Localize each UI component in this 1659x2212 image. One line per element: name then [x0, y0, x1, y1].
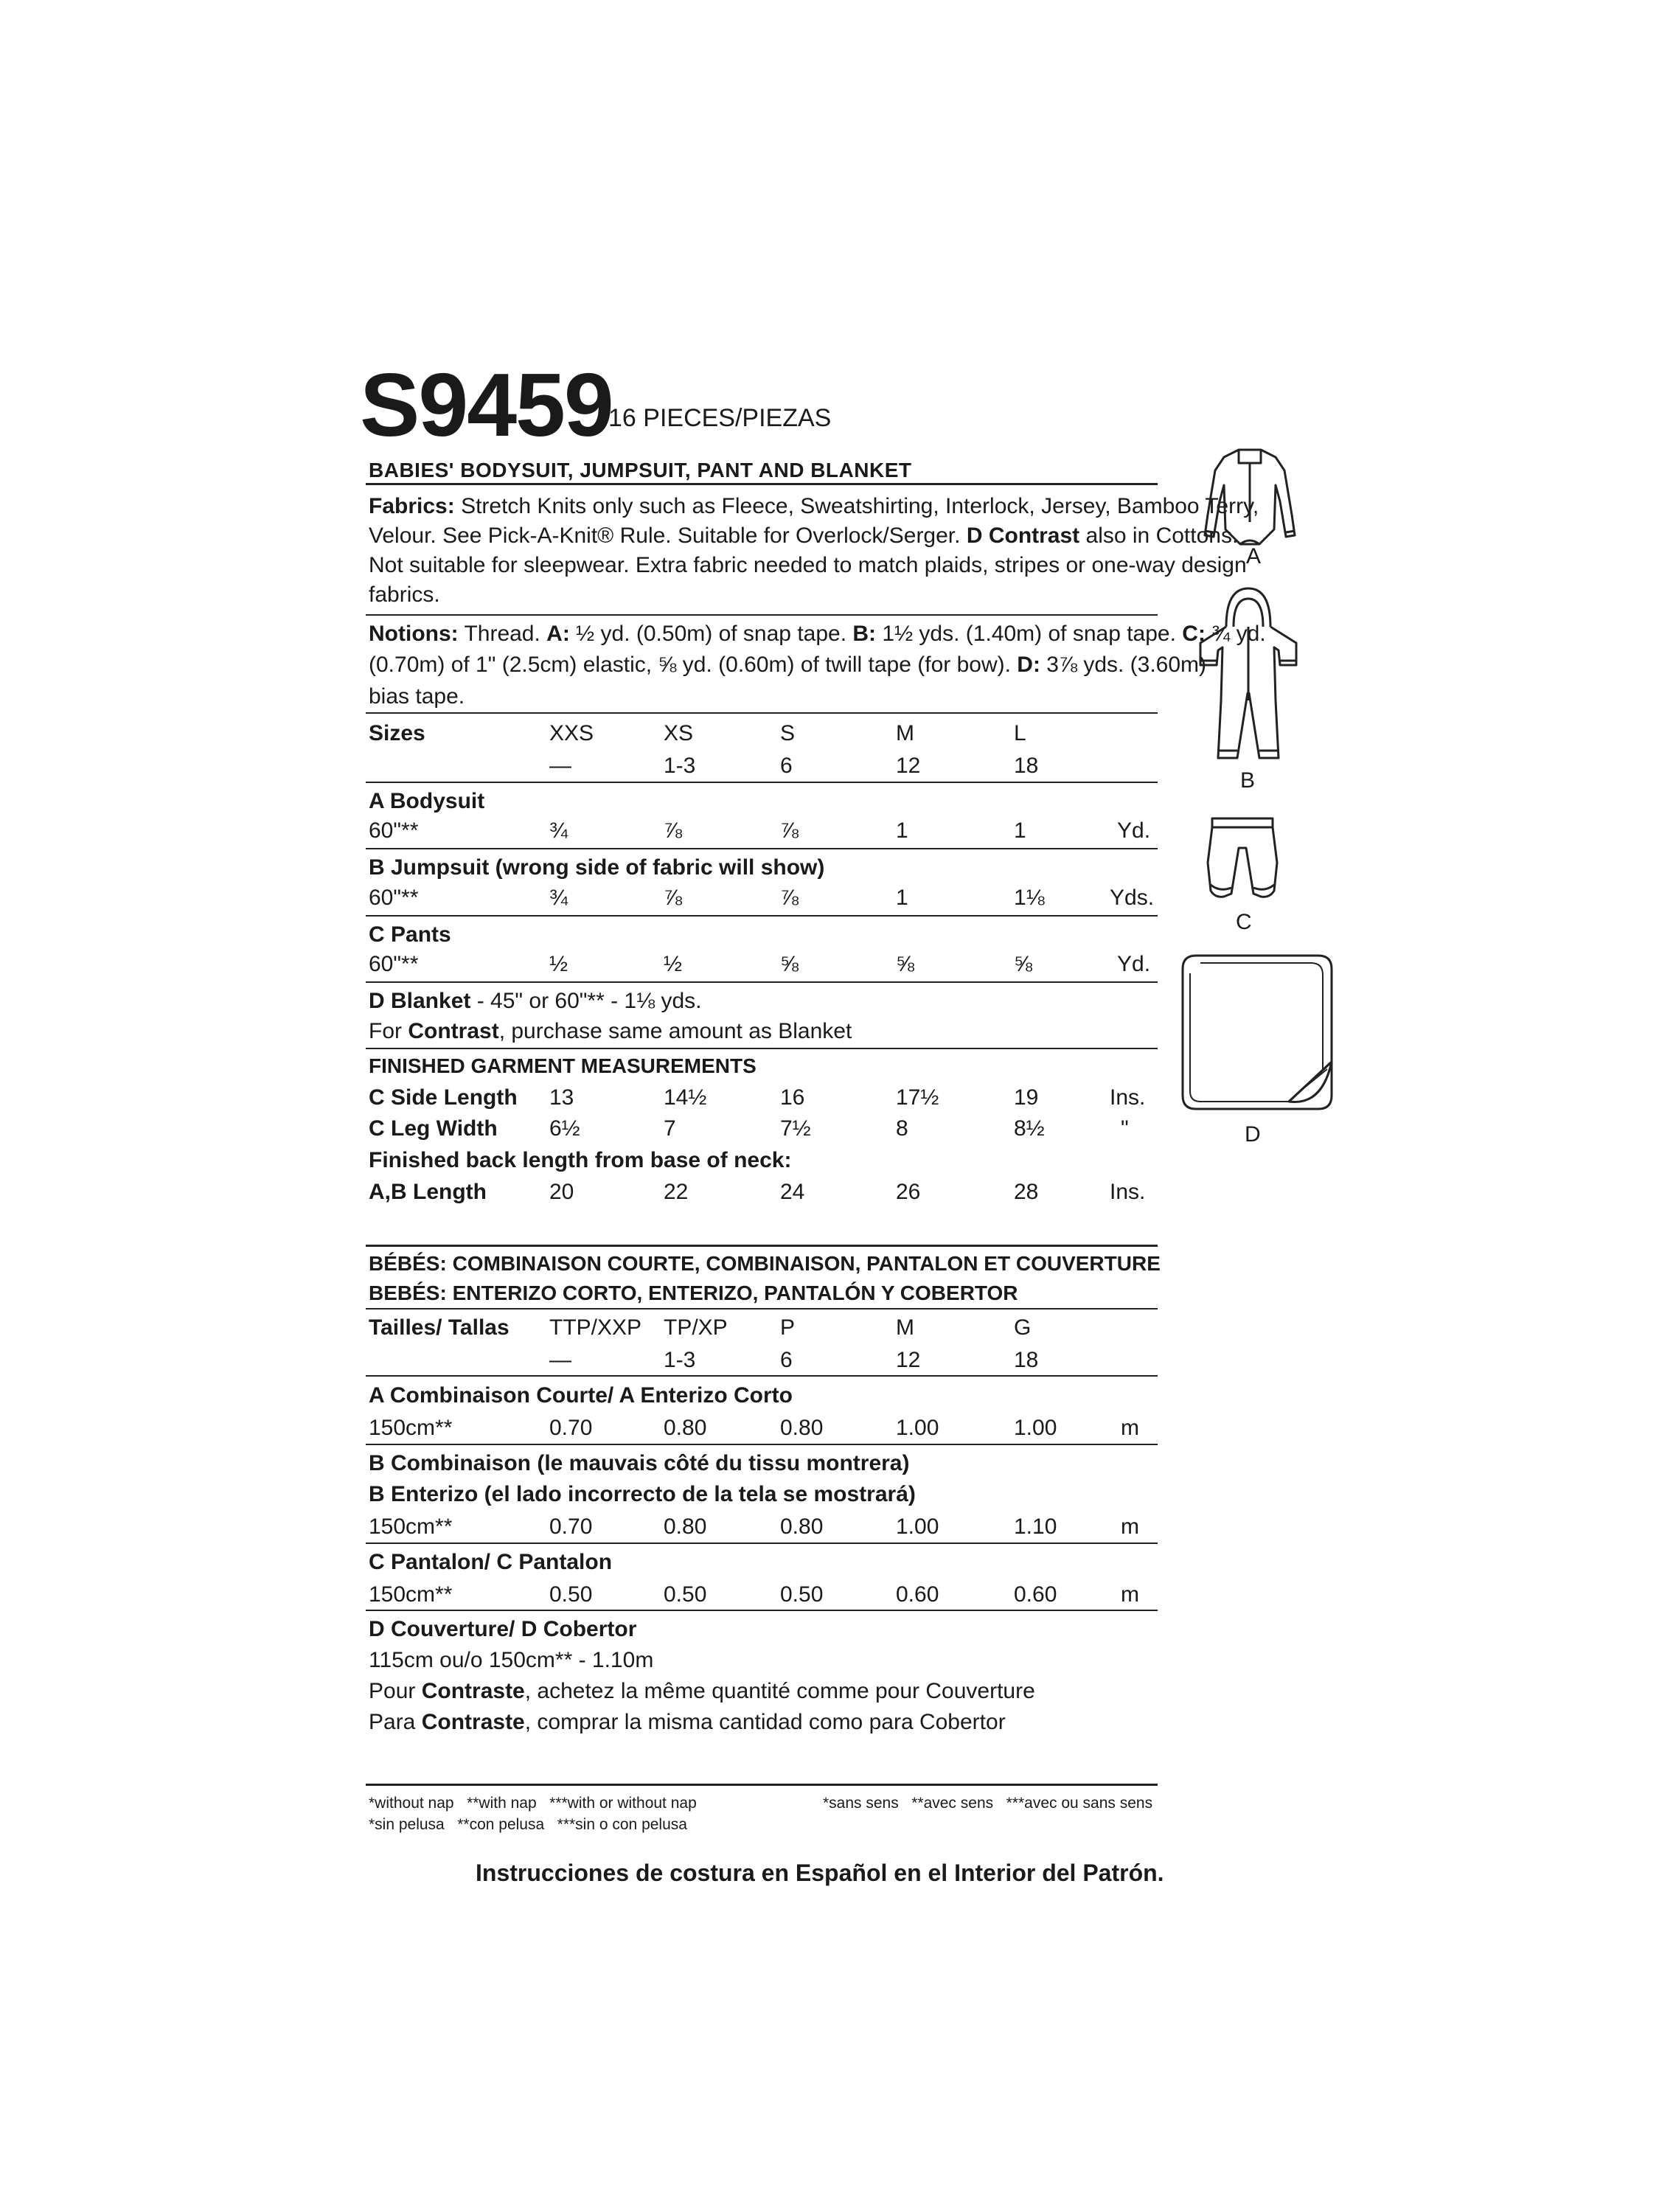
size-col: M [896, 721, 914, 745]
notions-line-2 [369, 654, 1206, 676]
measure-value: 22 [664, 1180, 689, 1204]
pattern-number: S9459 [360, 355, 613, 455]
measure-label: C Leg Width [369, 1116, 498, 1141]
row-fabric: 150cm** [369, 1416, 453, 1440]
contrast-fr-bold: Contraste [421, 1679, 525, 1703]
blanket-label: D Blanket [369, 989, 471, 1013]
fabrics-line-2 [369, 525, 1238, 547]
garment-title: BABIES' BODYSUIT, JUMPSUIT, PANT AND BLANKET [369, 459, 912, 481]
notions-c: C: [1182, 622, 1206, 646]
footnote-rule [366, 1784, 1158, 1786]
piece-count: 16 PIECES/PIEZAS [608, 404, 832, 432]
row-value: 1 [1014, 818, 1026, 843]
size-col: XXS [549, 721, 594, 745]
contrast-fr-text: , achetez la même quantité comme pour Couverture [524, 1679, 1035, 1703]
row-value: 0.80 [664, 1416, 707, 1440]
size-col: TP/XP [664, 1315, 728, 1340]
measure-value: 26 [896, 1180, 921, 1204]
blanket-line [369, 990, 702, 1012]
size-col: M [896, 1315, 914, 1340]
measure-value: 14½ [664, 1085, 707, 1110]
fabrics-text-2a: Velour. See Pick-A-Knit® Rule. Suitable for Overlock/Serger. [369, 524, 961, 548]
measure-label: C Side Length [369, 1085, 518, 1110]
age-col: 18 [1014, 754, 1039, 778]
measure-value: 7 [664, 1116, 676, 1141]
row-fabric: 60"** [369, 818, 419, 843]
fabrics-rule [366, 614, 1158, 616]
measure-value: 8½ [1014, 1116, 1045, 1141]
row-rule [366, 1543, 1158, 1544]
age-col: — [549, 1348, 571, 1372]
fabrics-text-1: Stretch Knits only such as Fleece, Sweatshirting, Interlock, Jersey, Bamboo Terry, [461, 494, 1259, 518]
row-value: ¾ [549, 818, 568, 843]
notions-a-text: ½ yd. (0.50m) of snap tape. [576, 622, 847, 646]
size-col: P [780, 1315, 796, 1340]
row-fabric: 60"** [369, 886, 419, 910]
age-col: 1-3 [664, 754, 696, 778]
row-fabric: 150cm** [369, 1514, 453, 1539]
age-col: — [549, 754, 571, 778]
fabrics-text-2c: also in Cottons. [1085, 524, 1239, 548]
title-fr: BÉBÉS: COMBINAISON COURTE, COMBINAISON, PANTALON ET COUVERTURE [369, 1252, 1161, 1275]
row-value: ¾ [549, 886, 568, 910]
sizes-rule [366, 782, 1158, 783]
fabrics-line-4: fabrics. [369, 582, 440, 607]
blanket-figure [1178, 951, 1337, 1117]
age-col: 1-3 [664, 1348, 696, 1372]
row-value: 0.80 [780, 1514, 824, 1539]
notions-line-3: bias tape. [369, 684, 465, 709]
measure-value: 24 [780, 1180, 805, 1204]
figure-d-label: D [1245, 1122, 1261, 1147]
row-value: ½ [549, 952, 568, 976]
row-rule [366, 1048, 1158, 1049]
footnote-es: *sin pelusa **con pelusa ***sin o con pelusa [369, 1816, 687, 1833]
figure-b-label: B [1240, 768, 1256, 793]
contrast-es-text: Para [369, 1710, 416, 1734]
pants-figure [1202, 811, 1283, 907]
size-col: L [1014, 721, 1026, 745]
measure-unit: Ins. [1110, 1180, 1146, 1204]
row-value: 0.80 [780, 1416, 824, 1440]
row-unit: Yd. [1117, 952, 1151, 976]
row-fabric: 60"** [369, 952, 419, 976]
figure-a-label: A [1246, 544, 1262, 568]
row-unit: m [1121, 1582, 1139, 1607]
contrast-es-line [369, 1711, 1006, 1733]
title-rule [366, 483, 1158, 485]
section-rule [366, 1245, 1158, 1247]
row-fabric: 150cm** [369, 1582, 453, 1607]
measure-value: 17½ [896, 1085, 939, 1110]
row-value: 0.60 [896, 1582, 939, 1607]
measure-unit: " [1121, 1116, 1129, 1141]
row-value: ⅝ [780, 952, 799, 976]
measure-value: 20 [549, 1180, 574, 1204]
size-col: G [1014, 1315, 1032, 1340]
notions-rule [366, 712, 1158, 714]
notions-d-text: 3⅞ yds. (3.60m) [1046, 653, 1207, 677]
sizes-rule [366, 1375, 1158, 1377]
row-label-b-es: B Enterizo (el lado incorrecto de la tela se mostrará) [369, 1482, 916, 1506]
spanish-instructions-note: Instrucciones de costura en Español en el Interior del Patrón. [476, 1860, 1164, 1886]
age-col: 6 [780, 1348, 793, 1372]
fabrics-line-3: Not suitable for sleepwear. Extra fabric needed to match plaids, stripes or one-way design [369, 553, 1247, 577]
notions-c-text-2: (0.70m) of 1" (2.5cm) elastic, ⅝ yd. (0.60m) of twill tape (for bow). [369, 653, 1011, 677]
contrast-text: , purchase same amount as Blanket [498, 1019, 852, 1043]
measure-value: 16 [780, 1085, 805, 1110]
row-rule [366, 848, 1158, 849]
row-label-b: B Jumpsuit (wrong side of fabric will show) [369, 855, 825, 880]
row-label-d-fr: D Couverture/ D Cobertor [369, 1617, 637, 1641]
measure-value: 8 [896, 1116, 908, 1141]
row-value: 1 [896, 818, 908, 843]
fabrics-contrast: D Contrast [966, 524, 1080, 548]
measure-value: 6½ [549, 1116, 580, 1141]
row-value: 0.80 [664, 1514, 707, 1539]
row-value: ⅝ [896, 952, 915, 976]
row-value: ⅞ [664, 886, 683, 910]
row-value: 0.70 [549, 1514, 593, 1539]
notions-line-1 [369, 623, 1266, 645]
contrast-fr-line [369, 1680, 1035, 1703]
row-label-b-fr: B Combinaison (le mauvais côté du tissu montrera) [369, 1451, 910, 1475]
row-value: ⅞ [664, 818, 683, 843]
row-rule [366, 915, 1158, 917]
contrast-fr-text: Pour [369, 1679, 416, 1703]
row-label-a-fr: A Combinaison Courte/ A Enterizo Corto [369, 1383, 793, 1408]
finished-title: FINISHED GARMENT MEASUREMENTS [369, 1054, 757, 1077]
notions-b-text: 1½ yds. (1.40m) of snap tape. [882, 622, 1176, 646]
contrast-text: For [369, 1019, 402, 1043]
measure-value: 13 [549, 1085, 574, 1110]
figure-c-label: C [1236, 910, 1252, 934]
row-value: ⅞ [780, 818, 799, 843]
title-rule [366, 1308, 1158, 1310]
size-col: S [780, 721, 796, 745]
notions-a: A: [546, 622, 570, 646]
measure-unit: Ins. [1110, 1085, 1146, 1110]
footnote-en: *without nap **with nap ***with or without nap [369, 1795, 697, 1812]
fabrics-line-1 [369, 495, 1259, 518]
bodysuit-figure [1194, 441, 1305, 552]
notions-d: D: [1017, 653, 1040, 677]
contrast-es-bold: Contraste [421, 1710, 525, 1734]
row-value: ⅞ [780, 886, 799, 910]
row-rule [366, 981, 1158, 983]
contrast-bold: Contrast [408, 1019, 499, 1043]
measure-value: 28 [1014, 1180, 1039, 1204]
sizes-label: Sizes [369, 721, 425, 745]
row-rule [366, 1444, 1158, 1445]
row-rule [366, 1610, 1158, 1611]
contrast-line [369, 1020, 852, 1043]
row-value: 0.70 [549, 1416, 593, 1440]
age-col: 12 [896, 754, 921, 778]
notions-b: B: [852, 622, 877, 646]
age-col: 12 [896, 1348, 921, 1372]
row-value: 1.10 [1014, 1514, 1057, 1539]
row-label-c-fr: C Pantalon/ C Pantalon [369, 1550, 613, 1574]
row-value: 1.00 [1014, 1416, 1057, 1440]
contrast-es-text: , comprar la misma cantidad como para Cobertor [524, 1710, 1006, 1734]
back-length-label: Finished back length from base of neck: [369, 1148, 792, 1172]
measure-value: 7½ [780, 1116, 811, 1141]
age-col: 6 [780, 754, 793, 778]
row-unit: Yds. [1110, 886, 1155, 910]
blanket-text: - 45" or 60"** - 1⅛ yds. [476, 989, 702, 1013]
row-value: 0.60 [1014, 1582, 1057, 1607]
notions-text: Thread. [464, 622, 540, 646]
row-label-c: C Pants [369, 922, 451, 947]
row-value: 0.50 [549, 1582, 593, 1607]
jumpsuit-figure [1193, 582, 1304, 767]
row-value: 1.00 [896, 1416, 939, 1440]
measure-value: 19 [1014, 1085, 1039, 1110]
age-col: 18 [1014, 1348, 1039, 1372]
row-value: 0.50 [780, 1582, 824, 1607]
row-unit: Yd. [1117, 818, 1151, 843]
row-unit: m [1121, 1416, 1139, 1440]
row-value: ½ [664, 952, 683, 976]
row-value: 0.50 [664, 1582, 707, 1607]
notions-label: Notions: [369, 622, 459, 646]
row-value: 1⅛ [1014, 886, 1045, 910]
size-col: TTP/XXP [549, 1315, 642, 1340]
row-value: 1 [896, 886, 908, 910]
row-label-a: A Bodysuit [369, 789, 485, 813]
notions-c-text: ¾ yd. [1211, 622, 1266, 646]
size-col: XS [664, 721, 694, 745]
row-value: 1.00 [896, 1514, 939, 1539]
fabrics-label: Fabrics: [369, 494, 455, 518]
tallas-label: Tailles/ Tallas [369, 1315, 509, 1340]
row-unit: m [1121, 1514, 1139, 1539]
row-value: ⅝ [1014, 952, 1033, 976]
footnote-fr: *sans sens **avec sens ***avec ou sans sens [823, 1795, 1153, 1812]
title-es: BEBÉS: ENTERIZO CORTO, ENTERIZO, PANTALÓN Y COBERTOR [369, 1281, 1018, 1304]
row-d-text: 115cm ou/o 150cm** - 1.10m [369, 1648, 654, 1672]
ab-length-label: A,B Length [369, 1180, 487, 1204]
